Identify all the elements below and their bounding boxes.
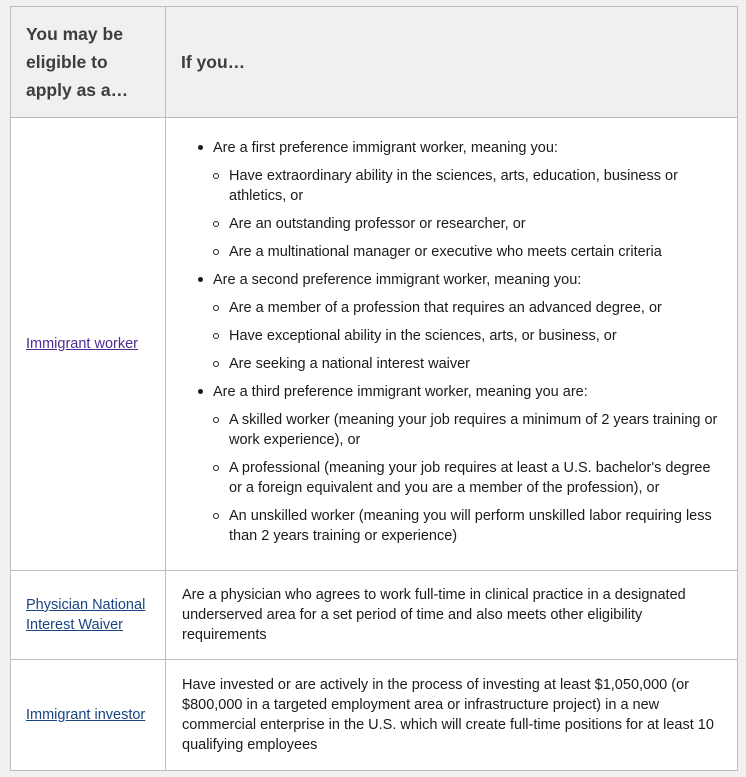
table-row (11, 571, 738, 660)
circle-bullet-icon (213, 173, 219, 179)
sub-list-item-text: An unskilled worker (meaning you will perform unskilled labor requiring less than 2 years training or experience) (229, 508, 712, 544)
list-item (198, 138, 725, 262)
circle-bullet-icon (213, 333, 219, 339)
circle-bullet-icon (213, 221, 219, 227)
sub-list-item (213, 214, 725, 234)
description-cell (166, 118, 738, 571)
sub-list-item-text: Are seeking a national interest waiver (229, 356, 470, 372)
sub-list-item (213, 298, 725, 318)
bullet-icon (198, 389, 203, 394)
description-cell: Are a physician who agrees to work full-time in clinical practice in a designated underserved area for a set period of time and also meets other eligibility requirements (166, 571, 738, 660)
sub-list (213, 410, 725, 546)
sub-list-item-text: Are an outstanding professor or researcher, or (229, 216, 526, 232)
preference-list (182, 124, 725, 564)
bullet-icon (198, 145, 203, 150)
sub-list-item-text: Have extraordinary ability in the sciences, arts, education, business or athletics, or (229, 168, 678, 204)
list-item (198, 270, 725, 374)
eligibility-table (10, 6, 738, 771)
category-cell (11, 118, 166, 571)
circle-bullet-icon (213, 305, 219, 311)
circle-bullet-icon (213, 361, 219, 367)
header-eligible-category: You may be eligible to apply as a… (11, 7, 166, 118)
sub-list (213, 298, 725, 374)
table-row (11, 118, 738, 571)
circle-bullet-icon (213, 465, 219, 471)
list-item-text: Are a second preference immigrant worker, meaning you: (213, 272, 582, 288)
sub-list-item (213, 506, 725, 546)
sub-list-item (213, 242, 725, 262)
bullet-icon (198, 277, 203, 282)
physician-national-interest-waiver-link[interactable]: Physician National Interest Waiver (26, 597, 146, 633)
sub-list-item-text: Have exceptional ability in the sciences, arts, or business, or (229, 328, 617, 344)
list-item-text: Are a first preference immigrant worker, meaning you: (213, 140, 558, 156)
circle-bullet-icon (213, 417, 219, 423)
sub-list-item-text: A skilled worker (meaning your job requires a minimum of 2 years training or work experience), or (229, 412, 718, 448)
sub-list-item (213, 166, 725, 206)
header-if-you: If you… (166, 7, 738, 118)
table-row (11, 660, 738, 771)
category-cell (11, 660, 166, 771)
circle-bullet-icon (213, 249, 219, 255)
immigrant-worker-link[interactable]: Immigrant worker (26, 336, 138, 352)
table-header (11, 7, 738, 118)
sub-list-item-text: A professional (meaning your job requires at least a U.S. bachelor's degree or a foreign equivalent and you are a member of the profession), or (229, 460, 711, 496)
list-item (198, 382, 725, 546)
circle-bullet-icon (213, 513, 219, 519)
sub-list-item (213, 326, 725, 346)
sub-list (213, 166, 725, 262)
sub-list-item (213, 458, 725, 498)
header-row (11, 7, 738, 118)
immigrant-investor-link[interactable]: Immigrant investor (26, 707, 146, 723)
category-cell (11, 571, 166, 660)
sub-list-item (213, 354, 725, 374)
list-item-text: Are a third preference immigrant worker, meaning you are: (213, 384, 588, 400)
description-cell: Have invested or are actively in the process of investing at least $1,050,000 (or $800,000 in a targeted employment area or infrastructure project) in a new commercial enterprise in the U.S. which will create full-time positions for at least 10 qualifying employees (166, 660, 738, 771)
sub-list-item-text: Are a multinational manager or executive who meets certain criteria (229, 244, 662, 260)
sub-list-item-text: Are a member of a profession that requires an advanced degree, or (229, 300, 662, 316)
sub-list-item (213, 410, 725, 450)
